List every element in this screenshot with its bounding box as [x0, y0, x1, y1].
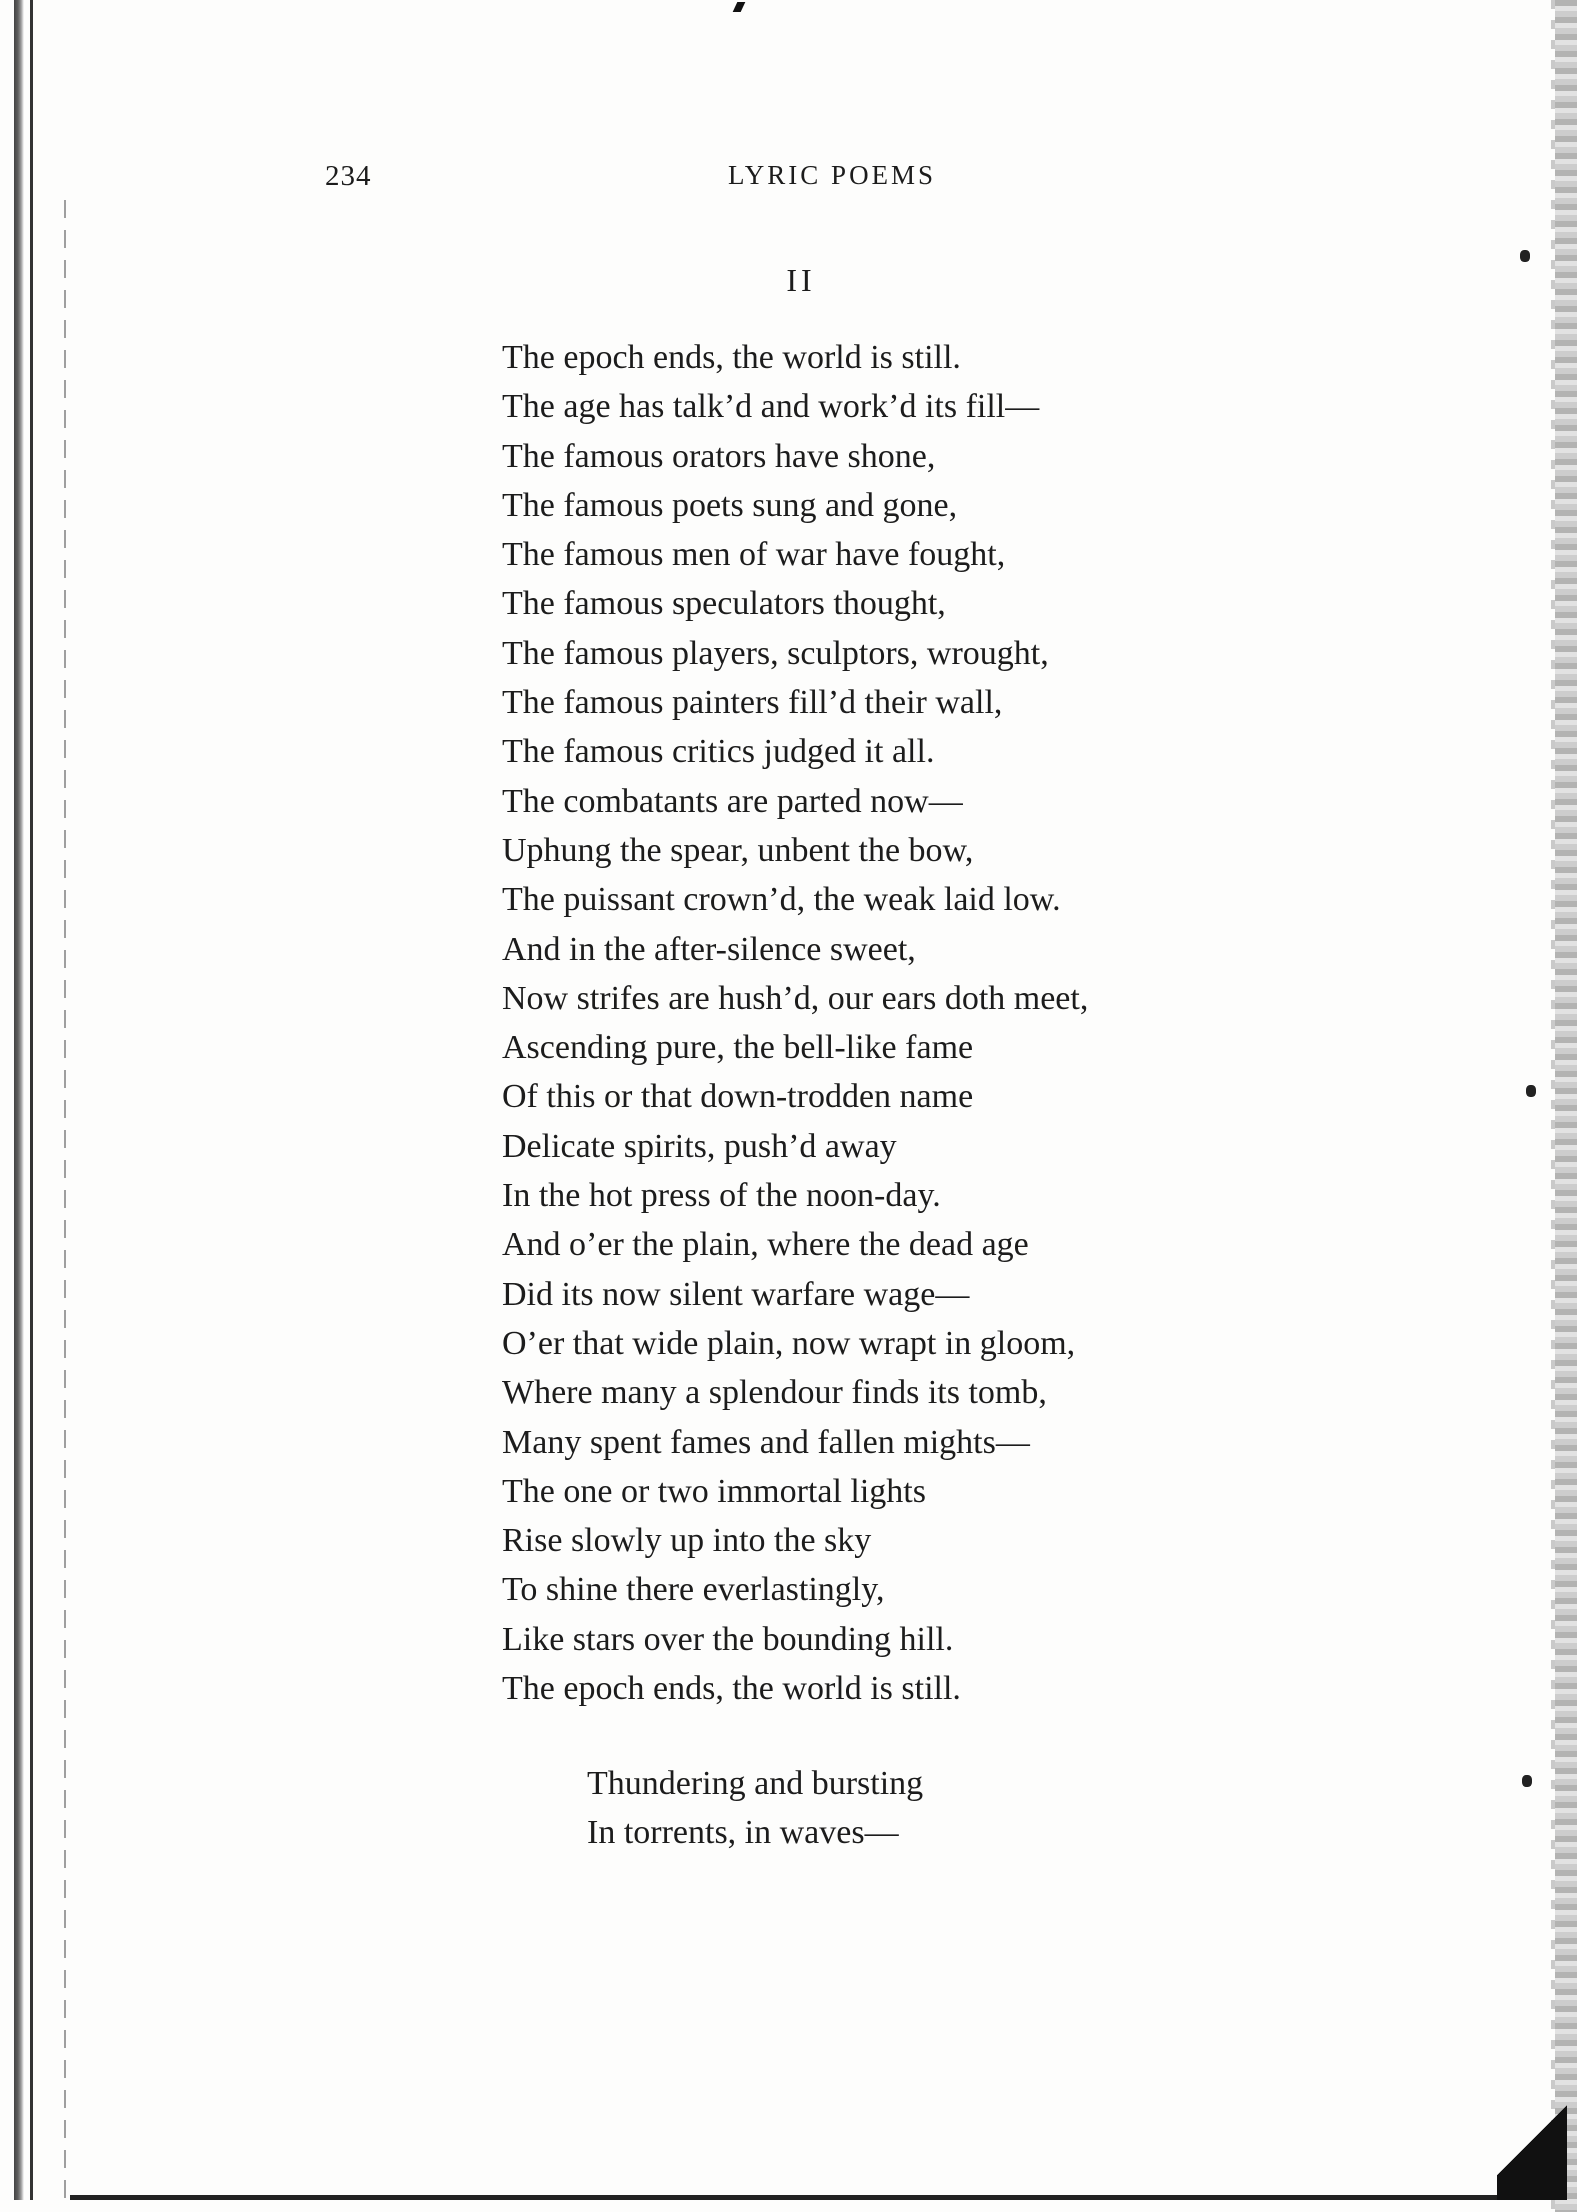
poem-line: To shine there everlastingly, [502, 1571, 885, 1609]
poem-line: Rise slowly up into the sky [502, 1522, 872, 1560]
binding-shadow [14, 0, 24, 2200]
binding-line [30, 0, 33, 2200]
page-edge-bottom [70, 2195, 1550, 2200]
poem-line: Did its now silent warfare wage— [502, 1275, 970, 1313]
poem-line: Now strifes are hush’d, our ears doth meet, [502, 979, 1089, 1017]
poem-line: The puissant crown’d, the weak laid low. [502, 881, 1061, 919]
poem-line: O’er that wide plain, now wrapt in gloom, [502, 1324, 1076, 1362]
poem-line: In the hot press of the noon-day. [502, 1177, 941, 1215]
poem-line: Where many a splendour finds its tomb, [502, 1374, 1047, 1412]
poem-line: The famous men of war have fought, [502, 536, 1006, 574]
poem-line: Delicate spirits, push’d away [502, 1127, 897, 1165]
scan-speck [1520, 250, 1530, 262]
running-title: LYRIC POEMS [728, 160, 937, 190]
poem-line: The epoch ends, the world is still. [502, 339, 961, 376]
poem-line: The famous critics judged it all. [502, 733, 935, 771]
poem-line: Like stars over the bounding hill. [502, 1620, 954, 1658]
poem-stanza [502, 333, 1088, 1713]
poem-line: And in the after-silence sweet, [502, 930, 916, 968]
poem-line: And o’er the plain, where the dead age [502, 1226, 1029, 1264]
scan-speck-top [733, 2, 746, 12]
poem-line: The famous painters fill’d their wall, [502, 684, 1003, 722]
gutter-marks [64, 200, 66, 2200]
poem-line: The one or two immortal lights [502, 1472, 926, 1510]
poem-line: The famous poets sung and gone, [502, 486, 958, 524]
next-poem-stanza [587, 1759, 923, 1857]
poem-line: The epoch ends, the world is still. [502, 1670, 961, 1708]
poem-line: Many spent fames and fallen mights— [502, 1423, 1030, 1461]
poem-line: The famous orators have shone, [502, 437, 936, 475]
running-head [0, 160, 1577, 200]
page-number: 234 [325, 160, 372, 192]
poem-line: The famous speculators thought, [502, 585, 946, 623]
poem-line: Uphung the spear, unbent the bow, [502, 831, 974, 869]
page-corner-shadow [1497, 2080, 1567, 2200]
poem-line: Ascending pure, the bell-like fame [502, 1029, 974, 1067]
poem-line: In torrents, in waves— [587, 1814, 899, 1851]
scan-speck [1522, 1775, 1532, 1787]
poem-line: The famous players, sculptors, wrought, [502, 634, 1049, 672]
page-edge-right-inner [1551, 0, 1555, 2212]
section-numeral: II [786, 262, 816, 298]
poem-line: Of this or that down-trodden name [502, 1078, 974, 1116]
page-edge-right [1555, 0, 1577, 2212]
poem-line: The age has talk’d and work’d its fill— [502, 388, 1040, 426]
poem-line: The combatants are parted now— [502, 782, 963, 820]
poem-line: Thundering and bursting [587, 1765, 924, 1802]
scan-speck [1526, 1085, 1536, 1097]
